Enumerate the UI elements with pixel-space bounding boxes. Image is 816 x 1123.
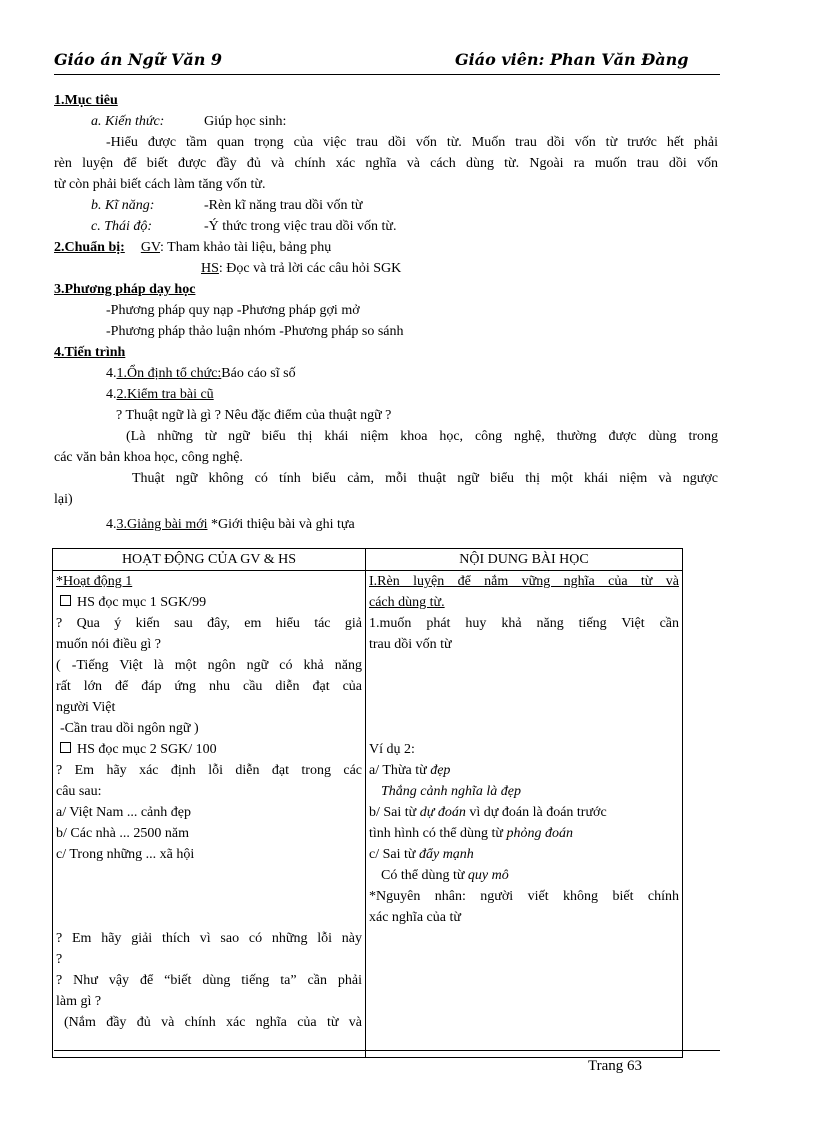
section-3-title: 3.Phương pháp dạy học <box>54 282 196 297</box>
activity-line: -Cần trau dồi ngôn ngữ ) <box>60 721 199 736</box>
step-1: 4.1.Ổn định tổ chức:Báo cáo sĩ số <box>106 366 296 381</box>
gv-label: GV <box>140 240 160 255</box>
page-number: Trang 63 <box>588 1058 643 1074</box>
review-answer-2: các văn bản khoa học, công nghệ. <box>54 450 243 465</box>
review-answer-1: (Là những từ ngữ biểu thị khái niệm khoa học, công nghệ, thường được dùng trong <box>126 429 718 444</box>
activity-line: ? Em hãy xác định lỗi diễn đạt trong các <box>56 763 362 778</box>
section-2-title: 2.Chuẩn bị: <box>54 240 125 255</box>
content-line: 1.muốn phát huy khả năng tiếng Việt cần <box>369 616 679 631</box>
method-line-1: -Phương pháp quy nạp -Phương pháp gợi mở <box>106 303 360 318</box>
content-heading-1: I.Rèn luyện để nắm vững nghĩa của từ và <box>369 574 679 589</box>
content-line: Có thể dùng từ quy mô <box>381 868 509 883</box>
activity-line: rất lớn để đáp ứng nhu cầu diễn đạt của <box>56 679 362 694</box>
review-answer-3: Thuật ngữ không có tính biểu cảm, mỗi thuật ngữ biểu thị một khái niệm và ngược <box>132 471 718 486</box>
attitude-line <box>54 216 718 237</box>
activity-line: ? Qua ý kiến sau đây, em hiểu tác giả <box>56 616 362 631</box>
header-right: Giáo viên: Phan Văn Đàng <box>455 50 689 69</box>
content-line: c/ Sai từ đẩy mạnh <box>369 847 474 862</box>
section-2-line <box>54 237 718 258</box>
section-1-title: 1.Mục tiêu <box>54 93 118 108</box>
step-3: 4.3.Giảng bài mới *Giới thiệu bài và ghi tựa <box>106 517 355 532</box>
content-line: Thắng cảnh nghĩa là đẹp <box>381 784 521 799</box>
content-line: tình hình có thể dùng từ phỏng đoán <box>369 826 573 841</box>
activity-title: *Hoạt động 1 <box>56 574 133 589</box>
hs-text: : Đọc và trả lời các câu hỏi SGK <box>218 261 402 276</box>
header-left: Giáo án Ngữ Văn 9 <box>54 50 223 69</box>
content-cell <box>366 571 683 1058</box>
skill-text: -Rèn kĩ năng trau dồi vốn từ <box>204 198 363 213</box>
content-line: a/ Thừa từ đẹp <box>369 763 451 778</box>
attitude-text: -Ý thức trong việc trau dồi vốn từ. <box>204 219 397 234</box>
header-content: NỘI DUNG BÀI HỌC <box>366 549 683 571</box>
activity-line: người Việt <box>56 700 116 715</box>
content-line: Ví dụ 2: <box>369 742 415 757</box>
header-rule <box>54 74 720 75</box>
document-body <box>54 90 718 535</box>
content-line: b/ Sai từ dự đoán vì dự đoán là đoán trước <box>369 805 607 820</box>
content-heading-2: cách dùng từ. <box>369 595 445 610</box>
hs-prep-line <box>54 258 718 279</box>
skill-label: b. Kĩ năng: <box>91 198 155 213</box>
skill-line <box>54 195 718 216</box>
objective-line-1: -Hiểu được tầm quan trọng của việc trau dồi vốn từ. Muốn trau dồi vốn từ trước hết phải <box>106 135 718 150</box>
review-question: ? Thuật ngữ là gì ? Nêu đặc điểm của thuật ngữ ? <box>116 408 392 423</box>
checkbox-icon <box>60 595 71 606</box>
table-header-row <box>53 549 683 571</box>
checkbox-icon <box>60 742 71 753</box>
lesson-table <box>52 548 683 1058</box>
hs-label: HS <box>201 261 219 276</box>
content-line: trau dồi vốn từ <box>369 637 452 652</box>
activity-line: ( -Tiếng Việt là một ngôn ngữ có khả năng <box>56 658 362 673</box>
gv-text: : Tham khảo tài liệu, bảng phụ <box>160 240 332 255</box>
knowledge-text: Giúp học sinh: <box>204 114 287 129</box>
activity-line: b/ Các nhà ... 2500 năm <box>56 826 189 841</box>
activity-line: c/ Trong những ... xã hội <box>56 847 195 862</box>
activity-line: (Nắm đầy đủ và chính xác nghĩa của từ và <box>64 1015 362 1030</box>
content-line: xác nghĩa của từ <box>369 910 461 925</box>
activity-line: ? Như vậy để “biết dùng tiếng ta” cần phải <box>56 973 362 988</box>
activity-line: a/ Việt Nam ... cảnh đẹp <box>56 805 191 820</box>
attitude-label: c. Thái độ: <box>91 219 153 234</box>
review-answer-4: lại) <box>54 492 73 507</box>
activity-line: ? Em hãy giải thích vì sao có những lỗi này <box>56 931 362 946</box>
activity-line: muốn nói điều gì ? <box>56 637 161 652</box>
table-body-row <box>53 571 683 1058</box>
objective-line-3: từ còn phải biết cách làm tăng vốn từ. <box>54 177 266 192</box>
header-activities: HOẠT ĐỘNG CỦA GV & HS <box>53 549 366 571</box>
content-line: *Nguyên nhân: người viết không biết chính <box>369 889 679 904</box>
objective-line-2: rèn luyện để biết được đầy đủ và chính xác nghĩa và cách dùng từ. Ngoài ra muốn trau dồi vốn <box>54 156 718 171</box>
activities-cell <box>53 571 366 1058</box>
activity-line: ? <box>56 952 63 967</box>
activity-task-2: HS đọc mục 2 SGK/ 100 <box>56 739 362 760</box>
activity-task-1: HS đọc mục 1 SGK/99 <box>56 592 362 613</box>
method-line-2: -Phương pháp thảo luận nhóm -Phương pháp so sánh <box>106 324 404 339</box>
section-4-title: 4.Tiến trình <box>54 345 126 360</box>
activity-line: câu sau: <box>56 784 102 799</box>
knowledge-label: a. Kiến thức: <box>91 114 165 129</box>
knowledge-line <box>54 111 718 132</box>
activity-line: làm gì ? <box>56 994 102 1009</box>
footer-rule <box>54 1050 720 1051</box>
step-2: 4.2.Kiểm tra bài cũ <box>106 387 214 402</box>
